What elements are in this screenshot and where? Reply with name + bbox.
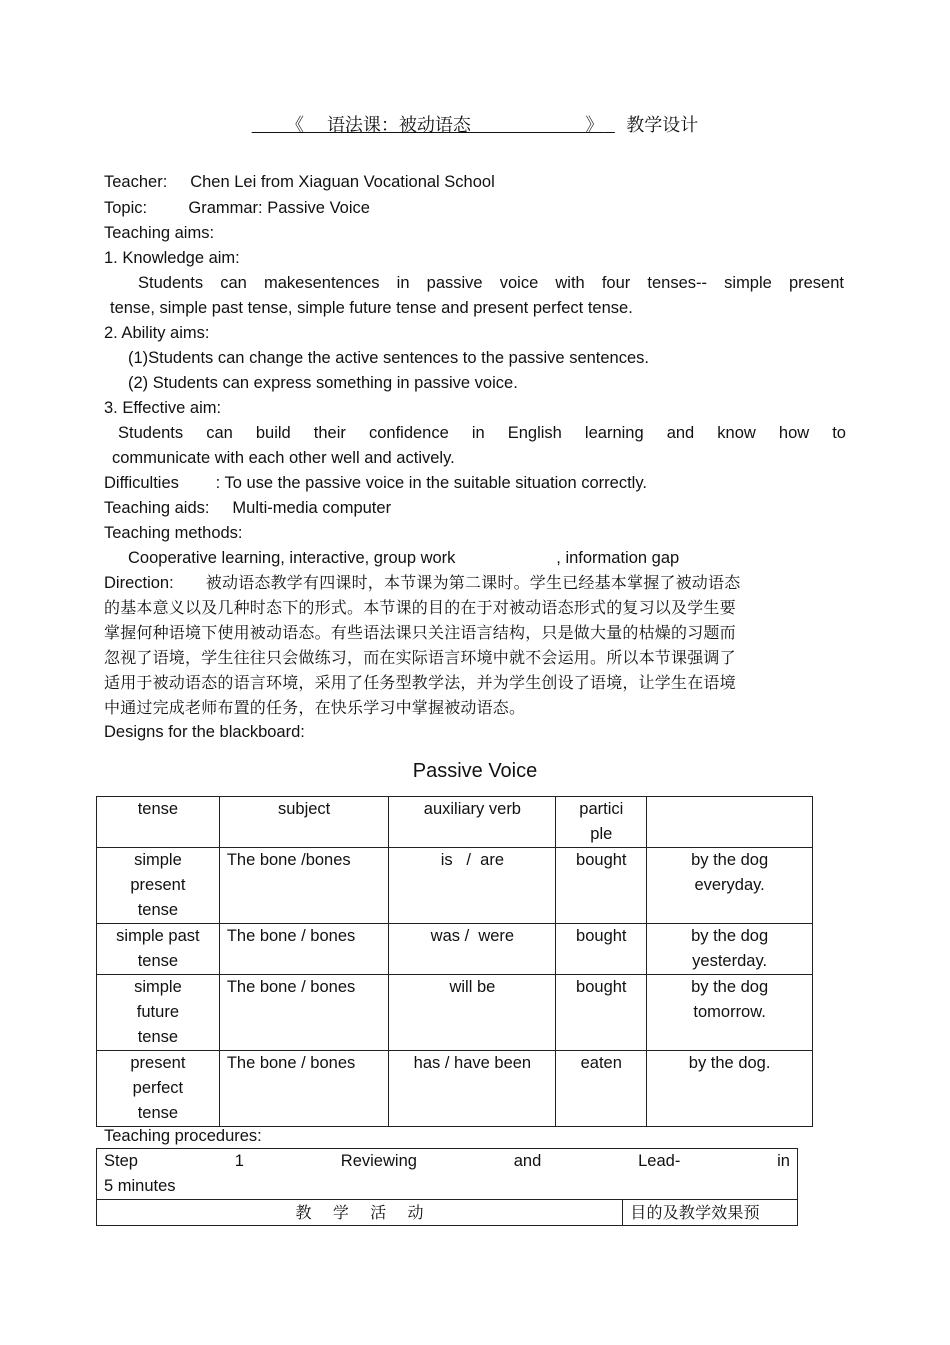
difficulties-label: Difficulties xyxy=(104,474,179,492)
blackboard-header-row xyxy=(97,797,813,848)
effective-aim-line2: communicate with each other well and actively. xyxy=(112,449,455,467)
header-participle: partici ple xyxy=(556,797,647,848)
direction-text-6: 中通过完成老师布置的任务，在快乐学习中掌握被动语态。 xyxy=(104,698,526,717)
teaching-aids-line xyxy=(104,496,391,521)
header-tense: tense xyxy=(97,797,220,848)
teacher-line xyxy=(104,170,495,195)
procedures-table xyxy=(96,1148,798,1226)
title-close-bracket: 》 xyxy=(585,115,604,136)
row-subject: The bone / bones xyxy=(219,924,389,975)
row-agent: by the dog. xyxy=(647,1051,813,1127)
row-aux: will be xyxy=(389,975,556,1051)
step1-word: Lead- xyxy=(638,1152,681,1170)
teacher-label: Teacher: xyxy=(104,173,168,191)
row-participle: bought xyxy=(556,975,647,1051)
direction-text-3: 掌握何种语境下使用被动语态。有些语法课只关注语言结构，只是做大量的枯燥的习题而 xyxy=(104,623,736,642)
row-participle: bought xyxy=(556,848,647,924)
teacher-value: Chen Lei from Xiaguan Vocational School xyxy=(190,173,495,191)
header-auxiliary-verb: auxiliary verb xyxy=(389,797,556,848)
blackboard-label: Designs for the blackboard: xyxy=(104,723,305,741)
title-underlined xyxy=(252,115,615,136)
teaching-aims-label: Teaching aims: xyxy=(104,224,215,242)
difficulties-value: : To use the passive voice in the suitable situation correctly. xyxy=(215,474,647,492)
knowledge-aim-label: 1. Knowledge aim: xyxy=(104,249,240,267)
knowledge-aim-line1: Students can makesentences in passive voice with four tenses-- simple present xyxy=(138,274,844,292)
row-participle: eaten xyxy=(556,1051,647,1127)
teaching-aids-label: Teaching aids: xyxy=(104,499,210,517)
row-tense: simple past tense xyxy=(97,924,220,975)
step1-word: 1 xyxy=(234,1152,244,1170)
procedures-label: Teaching procedures: xyxy=(104,1127,262,1145)
direction-line1 xyxy=(104,570,740,596)
row-subject: The bone / bones xyxy=(219,1051,389,1127)
header-subject: subject xyxy=(219,797,389,848)
teaching-methods-label: Teaching methods: xyxy=(104,524,243,542)
direction-text-4: 忽视了语境，学生往往只会做练习，而在实际语言环境中就不会运用。所以本节课强调了 xyxy=(104,648,736,667)
column-activity: 教 学 活 动 xyxy=(97,1200,623,1226)
table-row xyxy=(97,1051,813,1127)
topic-value: Grammar: Passive Voice xyxy=(188,199,370,217)
ability-aim-item1: (1)Students can change the active sentences to the passive sentences. xyxy=(128,349,649,367)
document-title xyxy=(0,112,950,140)
row-aux: is / are xyxy=(389,848,556,924)
direction-text-2: 的基本意义以及几种时态下的形式。本节课的目的在于对被动语态形式的复习以及学生要 xyxy=(104,598,736,617)
row-aux: was / were xyxy=(389,924,556,975)
table-row xyxy=(97,848,813,924)
teaching-methods-value xyxy=(128,546,679,571)
direction-text-1: 被动语态教学有四课时，本节课为第二课时。学生已经基本掌握了被动语态 xyxy=(205,573,741,592)
step1-title xyxy=(104,1149,790,1174)
row-agent: by the dog tomorrow. xyxy=(647,975,813,1051)
knowledge-aim-line2: tense, simple past tense, simple future tense and present perfect tense. xyxy=(110,299,633,317)
row-subject: The bone /bones xyxy=(219,848,389,924)
row-agent: by the dog everyday. xyxy=(647,848,813,924)
step1-word: and xyxy=(513,1152,542,1170)
row-tense: simple future tense xyxy=(97,975,220,1051)
ability-aim-item2: (2) Students can express something in passive voice. xyxy=(128,374,518,392)
difficulties-line xyxy=(104,471,647,496)
ability-aims-label: 2. Ability aims: xyxy=(104,324,210,342)
step1-word: Reviewing xyxy=(340,1152,417,1170)
row-aux: has / have been xyxy=(389,1051,556,1127)
row-subject: The bone / bones xyxy=(219,975,389,1051)
table-row xyxy=(97,924,813,975)
header-agent xyxy=(647,797,813,848)
step1-columns-row xyxy=(97,1200,798,1226)
row-tense: simple present tense xyxy=(97,848,220,924)
row-tense: present perfect tense xyxy=(97,1051,220,1127)
row-agent: by the dog yesterday. xyxy=(647,924,813,975)
teaching-methods-value-b: , information gap xyxy=(556,549,680,567)
step1-word: Step xyxy=(104,1152,138,1170)
topic-label: Topic: xyxy=(104,199,148,217)
column-purpose: 目的及教学效果预 xyxy=(623,1200,798,1226)
direction-label: Direction: xyxy=(104,574,174,592)
title-suffix: 教学设计 xyxy=(626,115,699,136)
step1-duration: 5 minutes xyxy=(104,1177,176,1195)
teaching-methods-value-a: Cooperative learning, interactive, group work xyxy=(128,549,456,567)
row-participle: bought xyxy=(556,924,647,975)
title-name: 语法课：被动语态 xyxy=(326,115,471,136)
table-row xyxy=(97,975,813,1051)
effective-aim-line1: Students can build their confidence in English learning and know how to xyxy=(118,424,846,442)
effective-aim-label: 3. Effective aim: xyxy=(104,399,222,417)
title-open-bracket: 《 xyxy=(286,115,305,136)
blackboard-table xyxy=(96,796,813,1127)
topic-line xyxy=(104,196,370,221)
step1-row xyxy=(97,1149,798,1200)
teaching-aids-value: Multi-media computer xyxy=(232,499,392,517)
step1-heading xyxy=(97,1149,798,1200)
step1-word: in xyxy=(777,1152,790,1170)
blackboard-title: Passive Voice xyxy=(412,760,538,782)
direction-text-5: 适用于被动语态的语言环境，采用了任务型教学法，并为学生创设了语境，让学生在语境 xyxy=(104,673,736,692)
